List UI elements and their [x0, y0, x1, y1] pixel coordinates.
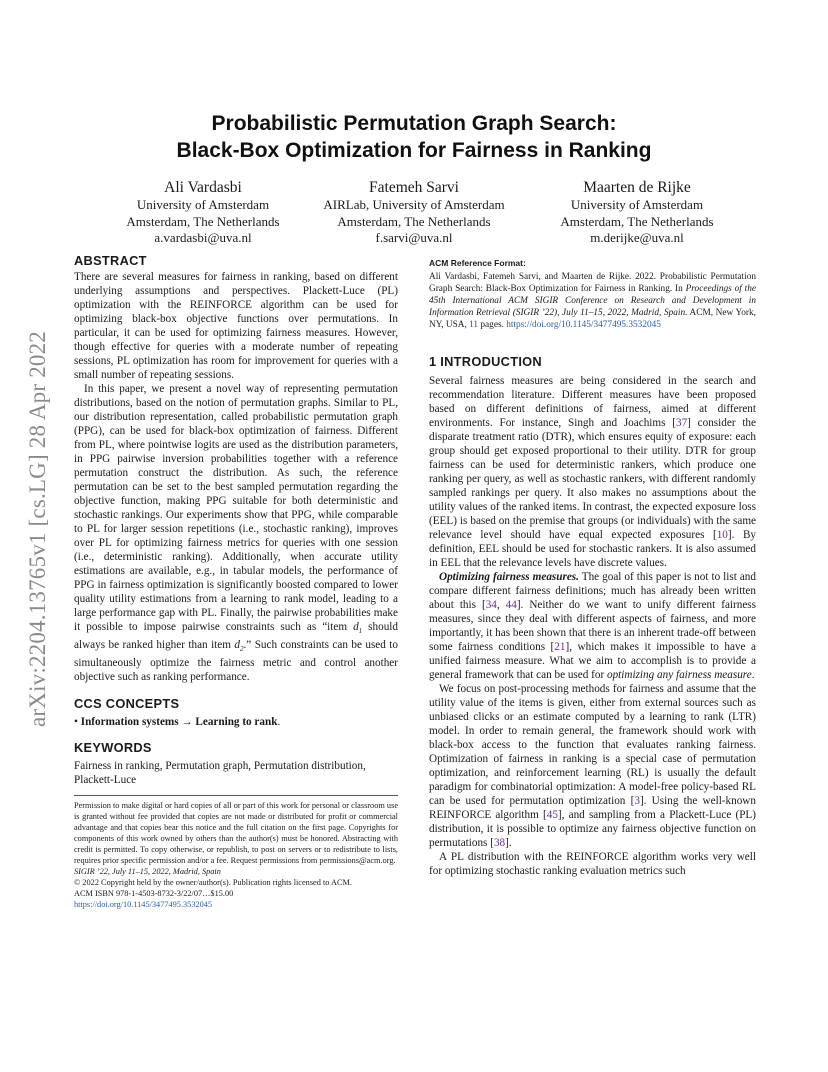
reference-format-text: Ali Vardasbi, Fatemeh Sarvi, and Maarten de Rijke. 2022. Probabilistic Permutation Graph Search: Black-Box Optimization for Fairness in Ranking. In Proceedings of the 45th International ACM SIGIR Conference on Research and Development in Information Retrieval (SIGIR ’22), July 11–15, 2022, Madrid, Spain. ACM, New York, NY, USA, 11 pages. https://doi.org/10.1145/3477495.3532045 — [429, 272, 756, 330]
ccs-heading: CCS CONCEPTS — [74, 696, 180, 712]
intro-paragraph-4: A PL distribution with the REINFORCE algorithm works very well for optimizing stochastic ranking evaluation metrics such — [429, 851, 756, 877]
footnote-divider — [74, 795, 398, 796]
citation-link[interactable]: 44 — [505, 599, 517, 611]
author-affiliation: University of Amsterdam — [570, 197, 704, 212]
isbn-line: ACM ISBN 978-1-4503-8732-3/22/07…$15.00 — [74, 889, 234, 899]
author-affiliation: AIRLab, University of Amsterdam — [323, 197, 505, 212]
ccs-concepts: • Information systems → Learning to rank. — [74, 716, 281, 729]
doi-link[interactable]: https://doi.org/10.1145/3477495.3532045 — [74, 900, 213, 910]
intro-paragraph-2: Optimizing fairness measures. The goal of this paper is not to list and compare different fairness definitions; much has already been written about this [34, 44]. Neither do we want to unify different fairness measures, since they deal with different aspects of fairness, and more importantly, it has been shown that there is an inherent trade-off between some fairness conditions [21], which makes it impossible to have a unified fairness measure. What we aim to accomplish is to provide a general framework that can be used for optimizing any fairness measure. — [429, 571, 757, 681]
copyright-line: © 2022 Copyright held by the owner/author(s). Publication rights licensed to ACM. — [74, 878, 352, 888]
reference-format-heading: ACM Reference Format: — [429, 258, 526, 268]
citation-link[interactable]: 37 — [675, 417, 688, 429]
left-column — [74, 254, 398, 910]
keywords-heading: KEYWORDS — [74, 740, 152, 756]
citation-link[interactable]: 45 — [546, 809, 558, 821]
intro-paragraph-3: We focus on post-processing methods for fairness and assume that the utility value of the items is given, either from external sources such as unbiased clicks or an estimate computed by a learning to rank (LTR) model. In order to remain general, the framework should work with black-box access to the function that evaluates ranking fairness. Optimization of fairness in ranking is a special case of permutation optimization, and reinforcement learning (RL) is usually the default paradigm for combinatorial optimization: A model-free policy-based RL can be used for permutation optimization [3]. Using the well-known REINFORCE algorithm [45], and sampling from a Plackett-Luce (PL) distribution, it is possible to optimize any fairness objective function on permutations [38]. — [429, 683, 756, 849]
author-affiliation: University of Amsterdam — [136, 197, 270, 212]
pages-link[interactable]: 11 — [469, 320, 479, 330]
author-name: Ali Vardasbi — [164, 179, 242, 196]
author-name: Fatemeh Sarvi — [369, 179, 459, 196]
abstract-paragraph-2: In this paper, we present a novel way of representing permutation distributions, based on the notion of permutation graphs. Similar to PL, our distribution representation, called probabilistic permutation graph (PPG), can be used for black-box optimization of fairness. Different from PL, where pointwise logits are used as the distribution parameters, in PPG pairwise inversion probabilities together with a reference permutation construct the distribution. As such, the reference permutation can be set to the best sampled permutation regarding the objective function, making PPG suitable for both deterministic and stochastic rankings. Our experiments show that PPG, while comparable to PL for larger session repetitions (i.e., stochastic ranking), improves over PL for optimizing fairness metrics for queries with one session (i.e., deterministic ranking). Additionally, when accurate utility estimations are available, e.g., in tabular models, the performance of PPG in fairness optimization is significantly boosted compared to lower quality utility estimations from a learning to rank model, leading to a large performance gap with PL. Finally, the pairwise probabilities make it possible to impose pairwise constraints such as “item $d_1$ should always be ranked higher than item $d_2$.” Such constraints can be used to simultaneously optimize the fairness metric and control another objective such as ranking performance. — [74, 383, 399, 684]
math-d1: $d_1$ — [353, 621, 363, 636]
author-email: m.derijke@uva.nl — [590, 230, 684, 245]
introduction-heading: 1 INTRODUCTION — [429, 354, 542, 369]
author-name: Maarten de Rijke — [583, 179, 691, 196]
reference-doi-link[interactable]: https://doi.org/10.1145/3477495.3532045 — [506, 320, 661, 330]
abstract-heading: ABSTRACT — [74, 253, 147, 268]
permission-notice: Permission to make digital or hard copies of all or part of this work for personal or classroom use is granted without fee provided that copies are not made or distributed for profit or commercial advantage and that copies bear this notice and the full citation on the first page. Copyrights for components of this work owned by others than the author(s) must be honored. Abstracting with credit is permitted. To copy otherwise, or republish, to post on servers or to redistribute to lists, requires prior specific permission and/or a fee. Request permissions from permissions@acm.org. — [74, 801, 398, 866]
citation-link[interactable]: 10 — [716, 529, 728, 541]
author-email: a.vardasbi@uva.nl — [154, 230, 252, 245]
title-line-1: Probabilistic Permutation Graph Search: — [211, 112, 617, 135]
citation-link[interactable]: 21 — [554, 641, 566, 653]
citation-link[interactable]: 34 — [485, 599, 497, 611]
arxiv-stamp: arXiv:2204.13765v1 [cs.LG] 28 Apr 2022 — [25, 331, 50, 727]
math-d2: $d_2$ — [234, 639, 244, 654]
author-block-2 — [304, 178, 524, 247]
intro-paragraph-1: Several fairness measures are being considered in the search and recommendation literature. Different measures have been proposed based on different definitions of fairness, aimed at different environments. For instance, Singh and Joachims [37] consider the disparate treatment ratio (DTR), which ensures equity of exposure: each group should get exposed proportional to their utility. DTR for group fairness can be used for deterministic rankers, which produce one ranking per query, as well as stochastic rankers, with different randomly sampled rankings per query. It also makes no assumptions about the utility values of the ranked items. In contrast, the expected exposure loss (EEL) is based on the premise that groups (or individuals) with the same relevance level should have equal expected exposures [10]. By definition, EEL should be used for stochastic rankers. It is also assumed in EEL that the relevance levels have discrete values. — [429, 375, 756, 569]
abstract-paragraph-1: There are several measures for fairness in ranking, based on different underlying assumptions and perspectives. Plackett-Luce (PL) optimization with the REINFORCE algorithm can be used for optimizing black-box objective functions over permutations. In particular, it can be used for optimizing fairness measures. However, though effective for queries with a moderate number of repeating sessions, PL optimization has room for improvement for queries with a small number of repeating sessions. — [74, 271, 398, 381]
keywords-text: Fairness in ranking, Permutation graph, Permutation distribution, Plackett-Luce — [74, 760, 366, 787]
citation-link[interactable]: 3 — [634, 795, 640, 807]
venue-line: SIGIR ’22, July 11–15, 2022, Madrid, Spain — [74, 867, 221, 877]
author-block-1 — [93, 178, 313, 247]
author-email: f.sarvi@uva.nl — [375, 230, 453, 245]
paper-title — [100, 110, 728, 164]
right-column — [429, 257, 756, 878]
author-block-3 — [527, 178, 747, 247]
citation-link[interactable]: 38 — [493, 837, 506, 849]
author-location: Amsterdam, The Netherlands — [337, 213, 491, 229]
author-location: Amsterdam, The Netherlands — [560, 213, 714, 229]
author-location: Amsterdam, The Netherlands — [126, 213, 280, 229]
title-line-2: Black-Box Optimization for Fairness in Ranking — [176, 139, 652, 162]
